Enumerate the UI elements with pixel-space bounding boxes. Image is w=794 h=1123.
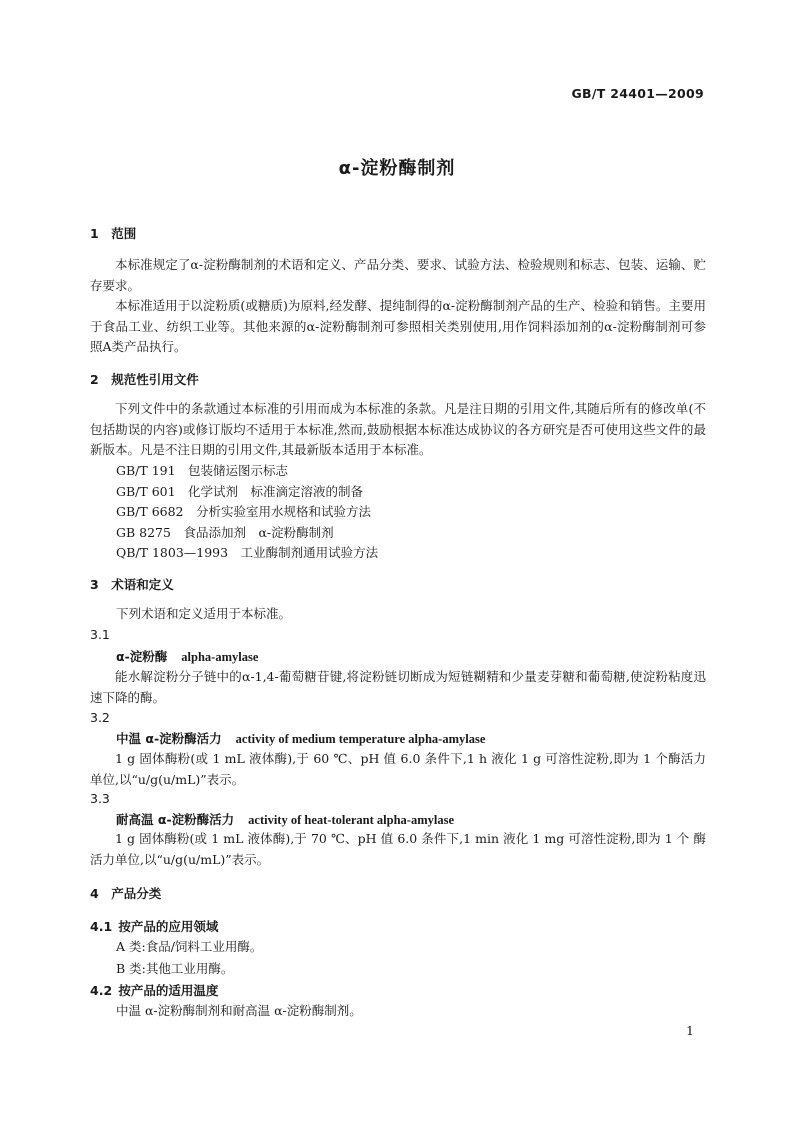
subsection-title: 按产品的适用温度 <box>118 983 219 998</box>
reference-item: GB/T 191 包装储运图示标志 <box>116 463 289 478</box>
document-title: α-淀粉酶制剂 <box>338 158 456 179</box>
section-number: 3 <box>90 577 99 592</box>
reference-item: GB 8275 食品添加剂 α-淀粉酶制剂 <box>116 525 334 540</box>
subsection-number: 4.2 <box>90 983 113 998</box>
term-number: 3.2 <box>90 710 110 725</box>
section-4-heading <box>90 884 161 902</box>
section-1-heading <box>90 224 136 242</box>
section-3-heading <box>90 575 174 593</box>
term-number: 3.3 <box>90 791 110 806</box>
section-number: 4 <box>90 886 99 901</box>
section-2-heading <box>90 370 199 388</box>
section-number: 2 <box>90 372 99 387</box>
subsection-4-1-heading <box>90 917 218 935</box>
section-title: 术语和定义 <box>111 577 174 592</box>
term-zh: α-淀粉酶 <box>116 649 168 664</box>
references-intro: 下列文件中的条款通过本标准的引用而成为本标准的条款。凡是注日期的引用文件,其随后所有的修改单(不包括勘误的内容)或修订版均不适用于本标准,然而,鼓励根据本标准达成协议的各方研究是否可使用这些文件的最新版本。凡是不注日期的引用文件,其最新版本适用于本标准。 <box>90 401 706 457</box>
section-title: 范围 <box>111 226 137 241</box>
section-title: 规范性引用文件 <box>111 372 199 387</box>
class-b-item: B 类:其他工业用酶。 <box>116 961 234 976</box>
term-number: 3.1 <box>90 627 110 642</box>
reference-item: GB/T 601 化学试剂 标准滴定溶液的制备 <box>116 484 364 499</box>
subsection-number: 4.1 <box>90 919 113 934</box>
term-en: activity of heat-tolerant alpha-amylase <box>248 813 455 827</box>
term-definition: 能水解淀粉分子链中的α-1,4-葡萄糖苷键,将淀粉链切断成为短链糊精和少量麦芽糖和葡萄糖,使淀粉粘度迅速下降的酶。 <box>90 669 706 705</box>
scope-paragraph-2: 本标准适用于以淀粉质(或糖质)为原料,经发酵、提纯制得的α-淀粉酶制剂产品的生产、检验和销售。主要用于食品工业、纺织工业等。其他来源的α-淀粉酶制剂可参照相关类别使用,用作饲料添加剂的α-淀粉酶制剂可参照A类产品执行。 <box>90 298 706 354</box>
section-title: 产品分类 <box>111 886 162 901</box>
term-en: activity of medium temperature alpha-amylase <box>235 732 486 746</box>
term-title <box>116 810 454 830</box>
term-title <box>116 729 485 749</box>
terms-intro: 下列术语和定义适用于本标准。 <box>116 606 292 621</box>
term-definition: 1 g 固体酶粉(或 1 mL 液体酶),于 70 ℃、pH 值 6.0 条件下,1 min 液化 1 mg 可溶性淀粉,即为 1 个 酶活力单位,以“u/g(u/mL)”表示。 <box>90 831 706 867</box>
class-a-item: A 类:食品/饲料工业用酶。 <box>116 939 263 954</box>
page-number: 1 <box>686 1023 694 1038</box>
subsection-title: 按产品的应用领域 <box>118 919 219 934</box>
term-en: alpha-amylase <box>181 650 259 664</box>
temperature-class-text: 中温 α-淀粉酶制剂和耐高温 α-淀粉酶制剂。 <box>116 1003 362 1018</box>
term-zh: 耐高温 α-淀粉酶活力 <box>116 812 235 827</box>
scope-paragraph-1: 本标准规定了α-淀粉酶制剂的术语和定义、产品分类、要求、试验方法、检验规则和标志、包装、运输、贮存要求。 <box>90 257 706 293</box>
reference-item: QB/T 1803—1993 工业酶制剂通用试验方法 <box>116 545 379 560</box>
term-title <box>116 647 258 667</box>
section-number: 1 <box>90 226 99 241</box>
term-definition: 1 g 固体酶粉(或 1 mL 液体酶),于 60 ℃、pH 值 6.0 条件下,1 h 液化 1 g 可溶性淀粉,即为 1 个酶活力单位,以“u/g(u/mL)”表示。 <box>90 751 706 787</box>
subsection-4-2-heading <box>90 981 218 999</box>
reference-item: GB/T 6682 分析实验室用水规格和试验方法 <box>116 504 372 519</box>
standard-number: GB/T 24401—2009 <box>571 86 704 101</box>
term-zh: 中温 α-淀粉酶活力 <box>116 731 222 746</box>
